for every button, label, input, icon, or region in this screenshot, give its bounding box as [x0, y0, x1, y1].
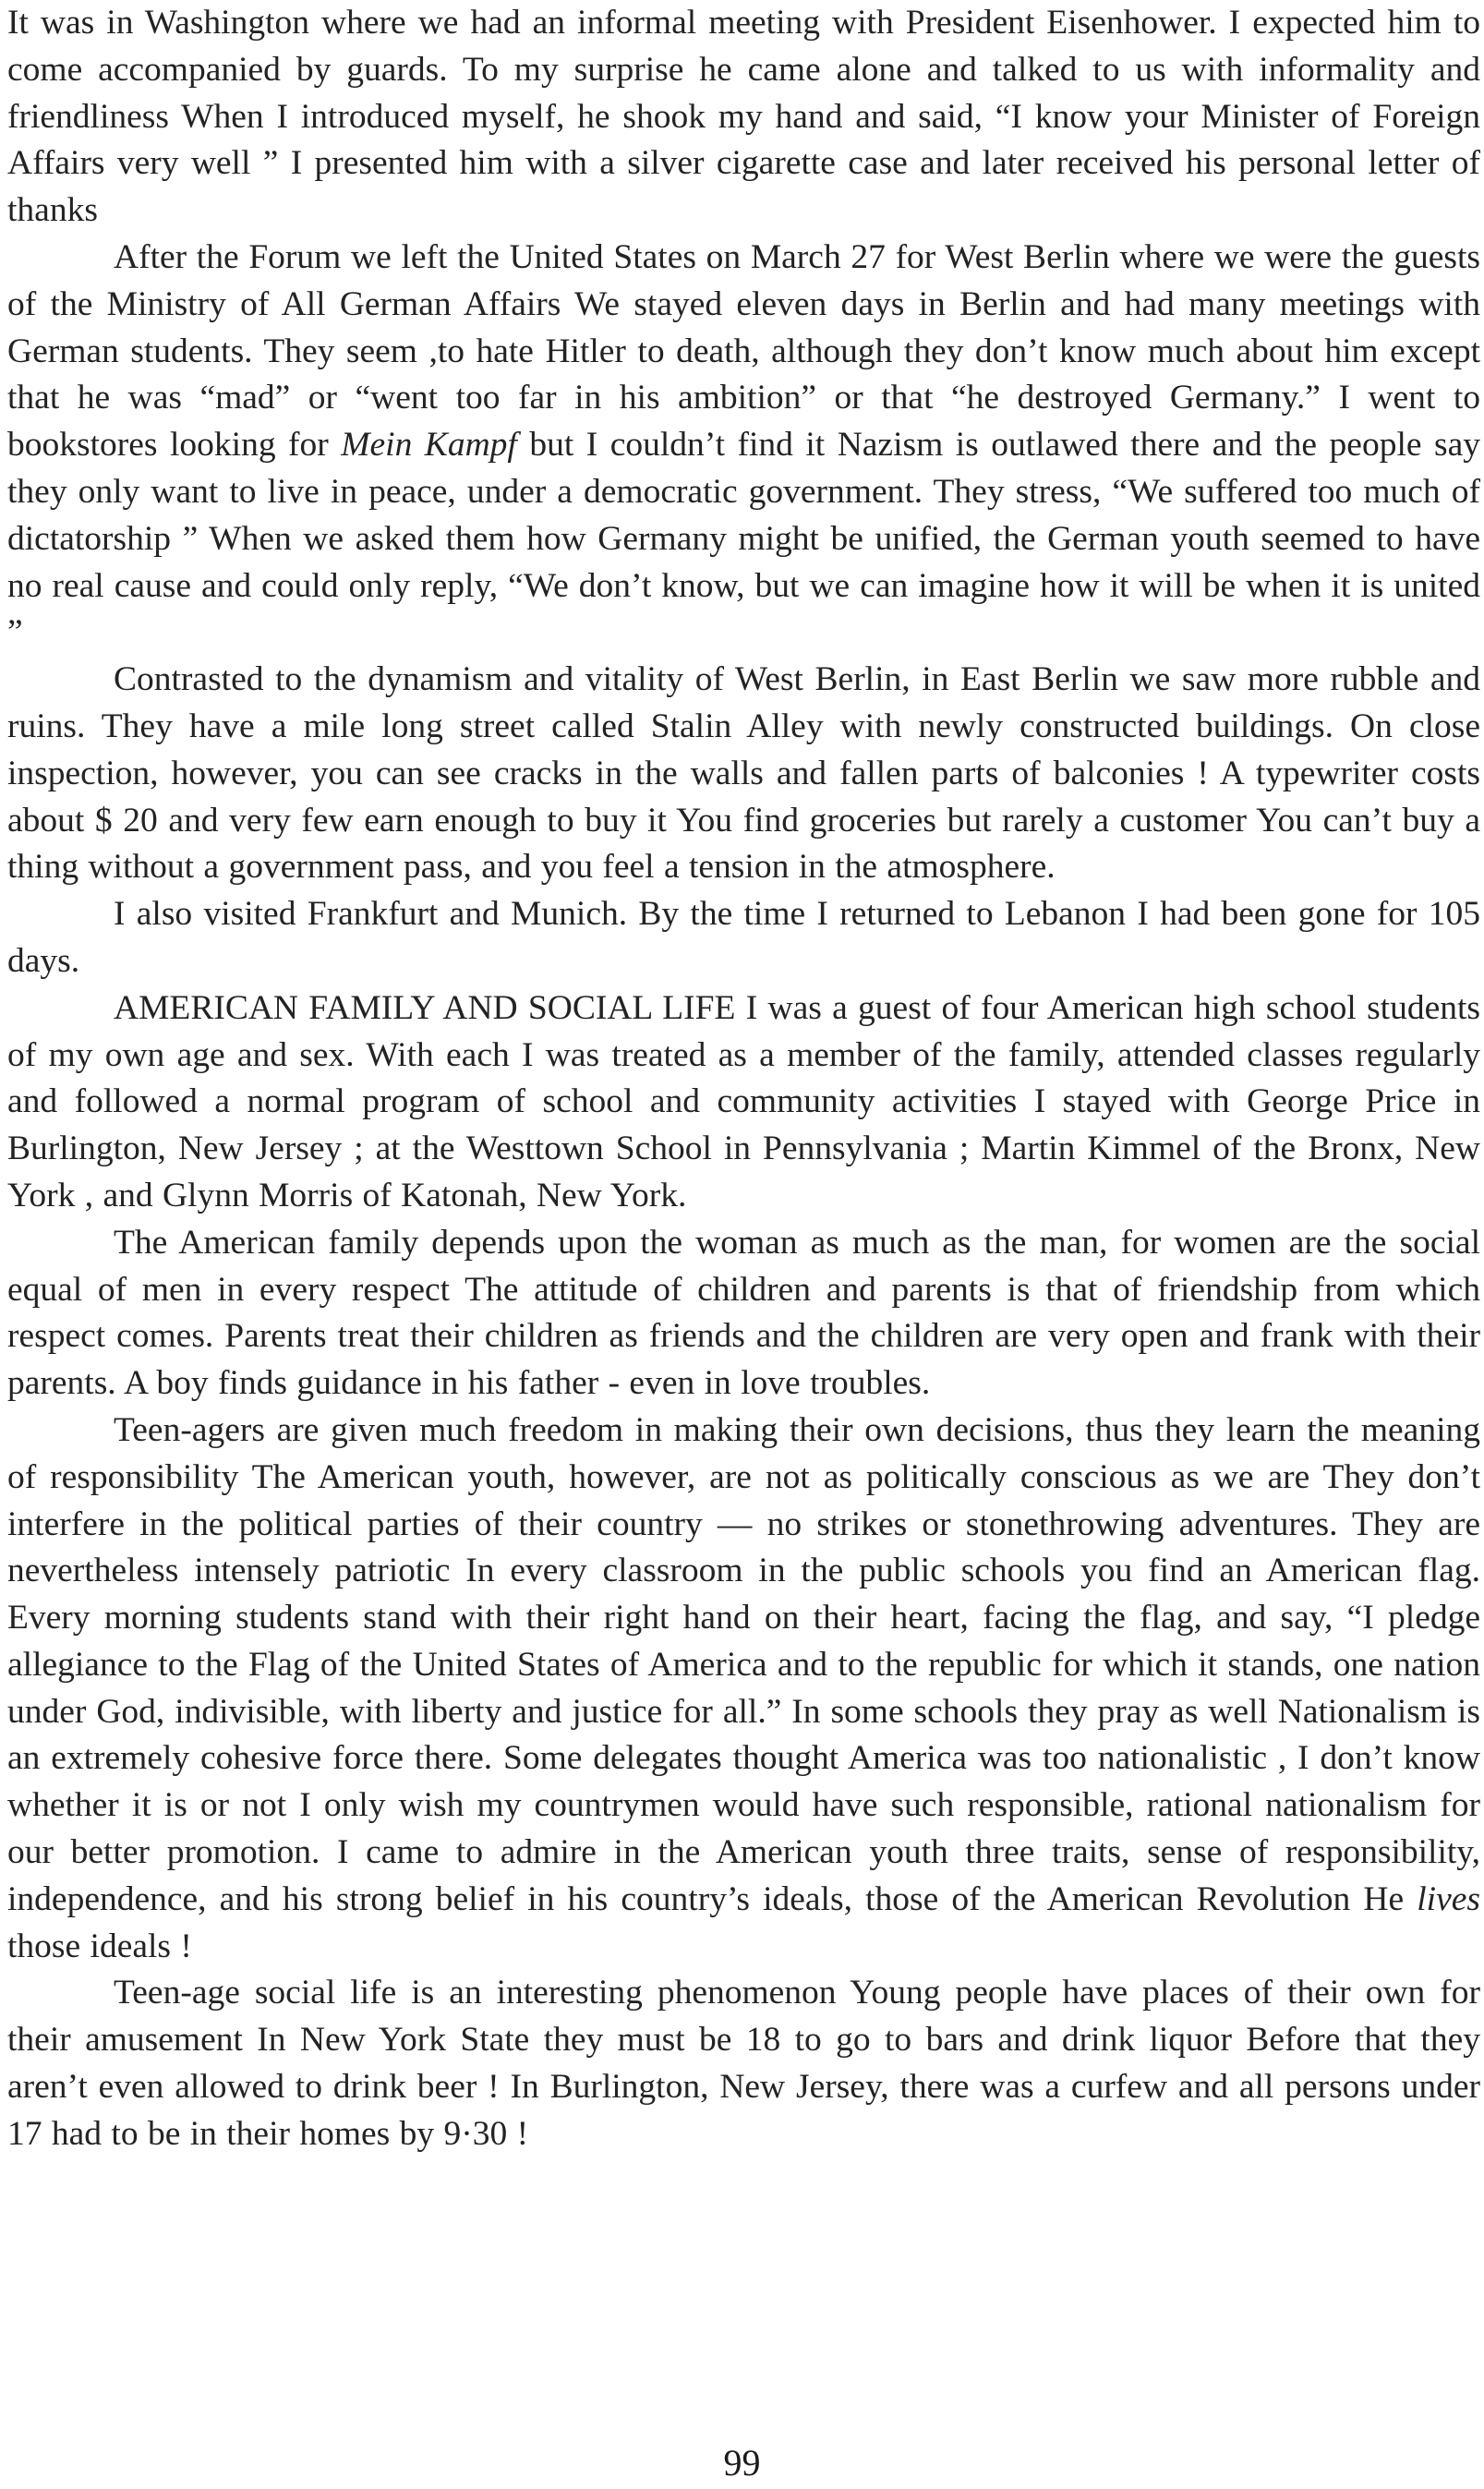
- paragraph-east-berlin: Contrasted to the dynamism and vitality of West Berlin, in East Berlin we saw more rubble and ruins. They have a mile long street called Stalin Alley with newly constructed buildings. On close inspection, however, you can see cracks in the walls and fallen parts of balconies ! A typewriter costs about $ 20 and very few earn enough to buy it You find groceries but rarely a customer You can’t buy a thing without a government pass, and you feel a tension in the atmosphere.: [7, 660, 1480, 887]
- emphasis-lives: lives: [1417, 1879, 1480, 1918]
- paragraph-berlin: [7, 235, 1480, 657]
- paragraph-teen-agers-part1: Teen-agers are given much freedom in making their own decisions, thus they learn the meaning of responsibility The American youth, however, are not as politically conscious as we are They don’t interfere in the political parties of their country — no strikes or stonethrowing adventures. They are nevertheless intensely patriotic In every classroom in the public schools you find an American flag. Every morning students stand with their right hand on their heart, facing the flag, and say, “I pledge allegiance to the Flag of the United States of America and to the republic for which it stands, one nation under God, indivisible, with liberty and justice for all.” In some schools they pray as well Nationalism is an extremely cohesive force there. Some delegates thought America was too nationalistic , I don’t know whether it is or not I only wish my countrymen would have such responsible, rational nationalism for our better promotion. I came to admire in the American youth three traits, sense of responsibility, independence, and his strong belief in his country’s ideals, those of the American Revolution He: [7, 1410, 1480, 1918]
- paragraph-eisenhower: It was in Washington where we had an informal meeting with President Eisenhower. I expected him to come accompanied by guards. To my surprise he came alone and talked to us with informality and friendliness When I introduced myself, he shook my hand and said, “I know your Minister of Foreign Affairs very well ” I presented him with a silver cigarette case and later received his personal letter of thanks: [7, 4, 1480, 230]
- paragraph-social-life: Teen-age social life is an interesting phenomenon Young people have places of their own for their amusement In New York State they must be 18 to go to bars and drink liquor Before that they aren’t even allowed to drink beer ! In Burlington, New Jersey, there was a curfew and all persons under 17 had to be in their homes by 9·30 !: [7, 1974, 1480, 2153]
- body-text: [7, 0, 1480, 2158]
- paragraph-berlin-part2: but I couldn’t find it Nazism is outlawed there and the people say they only want to live in peace, under a democratic government. They stress, “We suffered too much of dictatorship ” When we asked them how Germany might be unified, the German youth seemed to have no real cause and could only reply, “We don’t know, but we can imagine how it will be when it is united ”: [7, 426, 1480, 652]
- paragraph-american-family-heading: AMERICAN FAMILY AND SOCIAL LIFE I was a guest of four American high school students of my own age and sex. With each I was treated as a member of the family, attended classes regularly and followed a normal program of school and community activities I stayed with George Price in Burlington, New Jersey ; at the Westtown School in Pennsylvania ; Martin Kimmel of the Bronx, New York , and Glynn Morris of Katonah, New York.: [7, 988, 1480, 1214]
- paragraph-frankfurt: I also visited Frankfurt and Munich. By the time I returned to Lebanon I had been gone for 105 days.: [7, 895, 1480, 980]
- paragraph-teen-agers-part2: those ideals !: [7, 1927, 192, 1965]
- paragraph-teen-agers: [7, 1408, 1480, 1971]
- paragraph-family-roles: The American family depends upon the woman as much as the man, for women are the social equal of men in every respect The attitude of children and parents is that of friendship from which respect comes. Parents treat their children as friends and the children are very open and frank with their parents. A boy finds guidance in his father - even in love troubles.: [7, 1223, 1480, 1403]
- paragraph-berlin-part1: After the Forum we left the United States on March 27 for West Berlin where we were the guests of the Ministry of All German Affairs We stayed eleven days in Berlin and had many meetings with German students. They seem ,to hate Hitler to death, although they don’t know much about him except that he was “mad” or “went too far in his ambition” or that “he destroyed Germany.” I went to bookstores looking for: [7, 237, 1480, 465]
- page-number: 99: [723, 2442, 761, 2483]
- book-title-mein-kampf: Mein Kampf: [341, 426, 517, 465]
